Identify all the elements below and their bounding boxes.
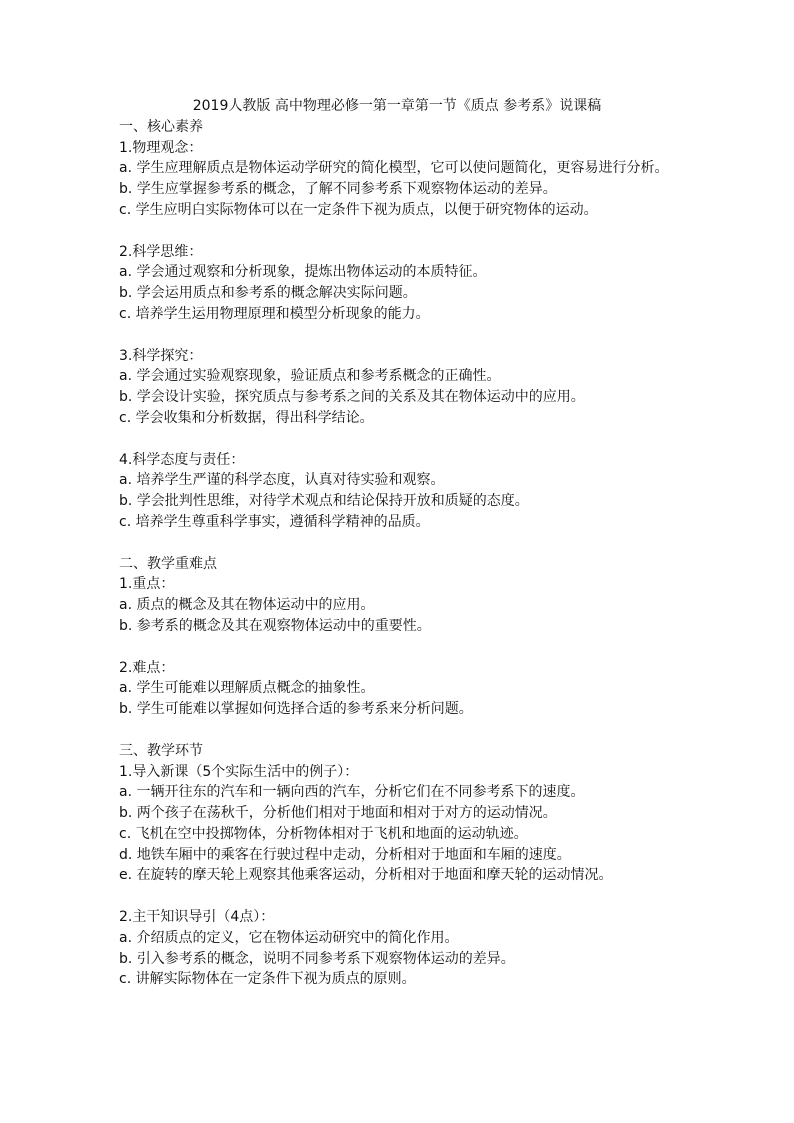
- paragraph-gap: [119, 533, 719, 554]
- section-heading: 三、教学环节: [119, 742, 203, 759]
- paragraph-gap: [119, 325, 719, 346]
- list-item: a. 介绍质点的定义，它在物体运动研究中的简化作用。: [119, 929, 459, 946]
- document-title: 2019人教版 高中物理必修一第一章第一节《质点 参考系》说课稿: [192, 98, 602, 114]
- list-item: b. 两个孩子在荡秋千，分析他们相对于地面和相对于对方的运动情况。: [119, 805, 557, 822]
- subheading: 3.科学探究：: [119, 347, 203, 364]
- list-item: c. 培养学生运用物理原理和模型分析现象的能力。: [119, 305, 430, 322]
- list-item: a. 培养学生严谨的科学态度，认真对待实验和观察。: [119, 472, 445, 489]
- list-item: b. 参考系的概念及其在观察物体运动中的重要性。: [119, 617, 431, 634]
- list-item: b. 引入参考系的概念，说明不同参考系下观察物体运动的差异。: [119, 950, 515, 967]
- subheading: 2.难点：: [119, 659, 175, 676]
- subheading: 2.科学思维：: [119, 243, 203, 260]
- list-item: c. 飞机在空中投掷物体，分析物体相对于飞机和地面的运动轨迹。: [119, 825, 528, 842]
- list-item: d. 地铁车厢中的乘客在行驶过程中走动，分析相对于地面和车厢的速度。: [119, 846, 571, 863]
- list-item: c. 培养学生尊重科学事实，遵循科学精神的品质。: [119, 513, 430, 530]
- paragraph-gap: [119, 429, 719, 450]
- subheading: 1.导入新课（5个实际生活中的例子）：: [119, 763, 359, 780]
- section-heading: 二、教学重难点: [119, 555, 217, 572]
- section-heading: 一、核心素养: [119, 118, 203, 135]
- subheading: 2.主干知识导引（4点）：: [119, 909, 275, 926]
- list-item: c. 讲解实际物体在一定条件下视为质点的原则。: [119, 971, 416, 988]
- list-item: b. 学会设计实验，探究质点与参考系之间的关系及其在物体运动中的应用。: [119, 389, 585, 406]
- subheading: 1.物理观念：: [119, 139, 203, 156]
- paragraph-gap: [119, 221, 719, 242]
- list-item: a. 学生可能难以理解质点概念的抽象性。: [119, 680, 375, 697]
- paragraph-gap: [119, 637, 719, 658]
- list-item: b. 学生应掌握参考系的概念，了解不同参考系下观察物体运动的差异。: [119, 181, 557, 198]
- subheading: 1.重点：: [119, 576, 175, 593]
- subheading: 4.科学态度与责任：: [119, 451, 245, 468]
- list-item: a. 质点的概念及其在物体运动中的应用。: [119, 597, 375, 614]
- paragraph-gap: [119, 720, 719, 741]
- list-item: e. 在旋转的摩天轮上观察其他乘客运动，分析相对于地面和摩天轮的运动情况。: [119, 867, 613, 884]
- list-item: c. 学生应明白实际物体可以在一定条件下视为质点，以便于研究物体的运动。: [119, 201, 598, 218]
- list-item: a. 一辆开往东的汽车和一辆向西的汽车，分析它们在不同参考系下的速度。: [119, 784, 585, 801]
- list-item: a. 学会通过观察和分析现象，提炼出物体运动的本质特征。: [119, 264, 487, 281]
- list-item: b. 学会运用质点和参考系的概念解决实际问题。: [119, 285, 417, 302]
- paragraph-gap: [119, 886, 719, 907]
- list-item: a. 学生应理解质点是物体运动学研究的简化模型，它可以使问题简化，更容易进行分析。: [119, 160, 669, 177]
- list-item: b. 学会批判性思维，对待学术观点和结论保持开放和质疑的态度。: [119, 493, 529, 510]
- list-item: b. 学生可能难以掌握如何选择合适的参考系来分析问题。: [119, 701, 473, 718]
- list-item: c. 学会收集和分析数据，得出科学结论。: [119, 409, 374, 426]
- document-page: [119, 96, 719, 990]
- list-item: a. 学会通过实验观察现象，验证质点和参考系概念的正确性。: [119, 368, 501, 385]
